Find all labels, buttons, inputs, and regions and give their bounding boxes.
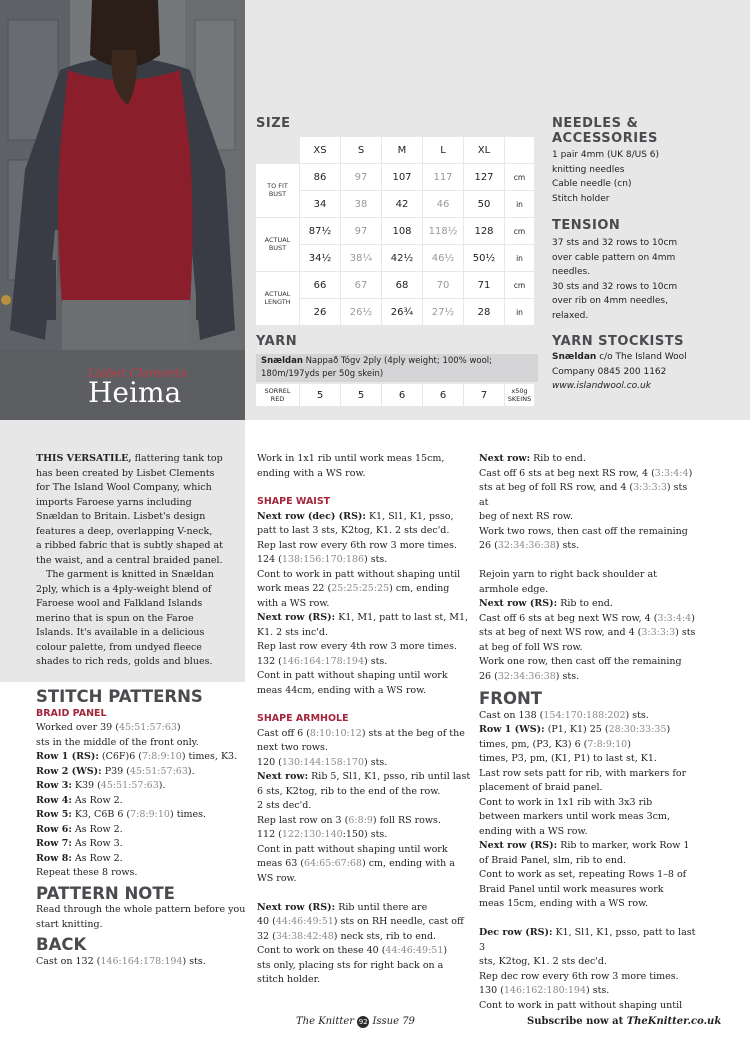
cell: 117 (423, 164, 464, 191)
text-line: 132 (146:164:178:194) sts. (257, 655, 388, 667)
cell: 108 (382, 218, 423, 245)
text-line: Next row (RS): Rib to marker, work Row 1 (479, 840, 690, 851)
cell: 128 (464, 218, 505, 245)
text-line: Next row (RS): Rib to end. (479, 598, 613, 609)
magazine-name: The Knitter (296, 1016, 355, 1027)
text-line: 32 (34:38:42:48) neck sts, rib to end. (257, 930, 437, 942)
size-header-row (256, 137, 535, 164)
column-3 (479, 452, 699, 1013)
text-line: ending with a WS row. (257, 467, 366, 479)
braid-row-8: Row 8: As Row 2. (36, 852, 123, 864)
text-line: Next row (RS): Rib until there are (257, 901, 428, 913)
front-heading: FRONT (479, 689, 543, 708)
cell: 50 (464, 191, 505, 218)
back-cast-on: Cast on 132 (146:164:178:194) sts. (36, 955, 206, 967)
cell: 27½ (423, 299, 464, 326)
text-line: armhole edge. (479, 583, 549, 595)
cell: 5 (341, 384, 382, 406)
cell: 97 (341, 164, 382, 191)
text-line: Last row sets patt for rib, with markers for (479, 767, 687, 779)
text-line: Cast off 6 (8:10:10:12) sts at the beg of the (257, 727, 465, 739)
braid-row-7: Row 7: As Row 3. (36, 838, 123, 849)
size-m: M (382, 137, 423, 164)
text-line: meas 44cm, ending with a WS row. (257, 684, 427, 696)
cell: 28 (464, 299, 505, 326)
yarn-description (256, 354, 538, 382)
yarn-details: Nappað Tógv 2ply (4ply weight; 100% wool; 180m/197yds per 50g skein) (261, 356, 493, 379)
pattern-note-text: Read through the whole pattern before you (36, 904, 246, 915)
footer-subscribe (527, 1016, 721, 1027)
text-line: Cont in patt without shaping until work (257, 670, 448, 681)
cell: 38¼ (341, 245, 382, 272)
subscribe-text: Subscribe now at (527, 1016, 627, 1027)
stockists-text (552, 350, 742, 394)
yarn-quantity-row (256, 384, 535, 406)
pattern-note-text: start knitting. (36, 918, 103, 930)
text-line: times, pm, (P3, K3) 6 (7:8:9:10) (479, 738, 631, 750)
text-line: Work two rows, then cast off the remaining (479, 525, 688, 537)
text-line: sts only, placing sts for right back on a (257, 959, 444, 971)
cell: 50½ (464, 245, 505, 272)
text-line: Dec row (RS): K1, Sl1, K1, psso, patt to last 3 (479, 927, 696, 953)
braid-row-5: Row 5: K3, C6B 6 (7:8:9:10) times. (36, 809, 207, 820)
braid-row-4: Row 4: As Row 2. (36, 794, 123, 806)
cell: 68 (382, 272, 423, 299)
text-line: Next row: Rib to end. (479, 453, 586, 464)
text-line: stitch holder. (257, 974, 321, 985)
intro-line: features a deep, overlapping V-neck, (36, 525, 213, 537)
text-line: between markers until work meas 3cm, (479, 811, 670, 822)
braid-row-1: Row 1 (RS): (C6F)6 (7:8:9:10) times, K3. (36, 751, 238, 762)
needles-list (552, 148, 742, 206)
size-l: L (423, 137, 464, 164)
size-xl: XL (464, 137, 505, 164)
text-line: Cont to work on these 40 (44:46:49:51) (257, 945, 448, 956)
page-number: 92 (358, 1018, 368, 1026)
text-line: Next row (dec) (RS): K1, Sl1, K1, psso, (257, 510, 454, 522)
text-line: 124 (138:156:170:186) sts. (257, 554, 388, 565)
unit-cell: cm (505, 218, 535, 245)
cell: 86 (300, 164, 341, 191)
text-line: Next row: Rib 5, Sl1, K1, psso, rib until last (257, 771, 471, 782)
cell: 42 (382, 191, 423, 218)
text-line: 112 (122:130:140:150) sts. (257, 829, 388, 840)
text-line: Cast off 6 sts at beg next RS row, 4 (3:3:4:4) (479, 467, 693, 479)
tension-line: over rib on 4mm needles, (552, 296, 668, 306)
text-line: Row 1 (WS): (P1, K1) 25 (28:30:33:35) (479, 724, 671, 735)
stockists-website[interactable]: www.islandwool.co.uk (552, 381, 651, 391)
text-line: Cont in patt without shaping until work (257, 843, 448, 855)
text-line: beg of next RS row. (479, 511, 573, 522)
text-line: WS row. (257, 872, 297, 884)
intro-line: has been created by Lisbet Clements (36, 467, 215, 479)
unit-cell: in (505, 191, 535, 218)
cell: 5 (300, 384, 341, 406)
actual-length-cm-row (256, 272, 535, 299)
needles-line: 1 pair 4mm (UK 8/US 6) (552, 150, 660, 160)
cell: 26¾ (382, 299, 423, 326)
size-s: S (341, 137, 382, 164)
text-line: 26 (32:34:36:38) sts. (479, 540, 580, 551)
text-line: Cont to work in patt without shaping until (257, 568, 461, 580)
yarn-quantity-table (256, 384, 535, 406)
cell: 97 (341, 218, 382, 245)
cell: 87½ (300, 218, 341, 245)
tension-line: 37 sts and 32 rows to 10cm (552, 238, 678, 248)
text-line: times, P3, pm, (K1, P1) to last st, K1. (479, 753, 657, 764)
text-line: 130 (146:162:180:194) sts. (479, 985, 610, 996)
braid-worked-2: sts in the middle of the front only. (36, 736, 199, 748)
column-1 (36, 687, 246, 969)
text-line: Rejoin yarn to right back shoulder at (479, 569, 657, 580)
tension-line: needles. (552, 267, 591, 277)
size-table (256, 137, 535, 326)
cell: 42½ (382, 245, 423, 272)
tension-line: 30 sts and 32 rows to 10cm (552, 281, 678, 292)
needles-line: Cable needle (cn) (552, 179, 632, 189)
intro-line: THIS VERSATILE, flattering tank top (36, 453, 223, 464)
stockists-heading: YARN STOCKISTS (552, 334, 684, 349)
back-heading: BACK (36, 935, 87, 954)
cell: 6 (423, 384, 464, 406)
text-line: sts at beg of next WS row, and 4 (3:3:3:3) sts (479, 627, 696, 638)
intro-line: Islands. It's available in a delicious (36, 627, 205, 638)
cell: 46 (423, 191, 464, 218)
text-line: next two rows. (257, 742, 328, 753)
model-photo (0, 0, 245, 350)
unit-label: x50g SKEINS (505, 384, 535, 406)
text-line: Work one row, then cast off the remaining (479, 656, 682, 667)
text-line: Cont to work in patt without shaping until (479, 999, 683, 1011)
stockists-line: Snældan c/o The Island Wool (552, 352, 687, 362)
size-heading: SIZE (256, 116, 291, 131)
intro-line: shades to rich reds, golds and blues. (36, 656, 213, 667)
cell: 26 (300, 299, 341, 326)
text-line: Cast on 138 (154:170:188:202) sts. (479, 709, 649, 721)
pattern-title: Heima (88, 376, 182, 409)
intro-line: the waist, and a central braided panel. (36, 554, 223, 566)
unit-cell: in (505, 299, 535, 326)
text-line: Rep last row every 6th row 3 more times. (257, 539, 458, 551)
cell: 34½ (300, 245, 341, 272)
intro-line: a ribbed fabric that is subtly shaped at (36, 540, 223, 551)
text-line: Cont to work as set, repeating Rows 1–8 of (479, 869, 687, 880)
tension-heading: TENSION (552, 218, 621, 233)
cell: 34 (300, 191, 341, 218)
unit-cell: cm (505, 272, 535, 299)
text-line: at beg of foll WS row. (479, 641, 583, 653)
model-photo-illustration (0, 0, 245, 350)
text-line: Cont to work in 1x1 rib with 3x3 rib (479, 796, 653, 808)
braid-repeat: Repeat these 8 rows. (36, 867, 138, 878)
intro-line: colour palette, from undyed fleece (36, 641, 202, 653)
intro-line: Snældan to Britain. Lisbet's design (36, 511, 206, 522)
intro-line: The garment is knitted in Snældan (46, 569, 214, 580)
text-line: placement of braid panel. (479, 782, 603, 793)
braid-row-3: Row 3: K39 (45:51:57:63). (36, 780, 166, 791)
text-line: meas 63 (64:65:67:68) cm, ending with a (257, 858, 455, 869)
cell: 70 (423, 272, 464, 299)
text-line: Rep dec row every 6th row 3 more times. (479, 970, 679, 982)
cell: 66 (300, 272, 341, 299)
fit-bust-label: TO FIT BUST (256, 164, 300, 218)
braid-row-6: Row 6: As Row 2. (36, 823, 123, 835)
needles-line: Stitch holder (552, 193, 610, 204)
text-line: Braid Panel until work measures work (479, 883, 664, 895)
actual-bust-cm-row (256, 218, 535, 245)
cell: 26½ (341, 299, 382, 326)
cell: 6 (382, 384, 423, 406)
column-2 (257, 452, 472, 988)
text-line: 120 (130:144:158:170) sts. (257, 756, 388, 768)
text-line: 6 sts, K2tog, rib to the end of the row. (257, 785, 441, 797)
cell: 7 (464, 384, 505, 406)
issue-number: Issue 79 (372, 1016, 415, 1027)
yarn-heading: YARN (256, 334, 298, 349)
tension-line: relaxed. (552, 310, 589, 321)
cell: 67 (341, 272, 382, 299)
text-line: ending with a WS row. (479, 825, 588, 837)
unit-cell: in (505, 245, 535, 272)
text-line: 40 (44:46:49:51) sts on RH needle, cast off (257, 916, 464, 927)
cell: 127 (464, 164, 505, 191)
text-line: Rep last row on 3 (6:8:9) foll RS rows. (257, 814, 441, 826)
shape-waist-heading: SHAPE WAIST (257, 496, 331, 507)
intro-line: merino that is spun on the Faroe (36, 612, 194, 624)
text-line: work meas 22 (25:25:25:25) cm, ending (257, 583, 450, 594)
text-line: 26 (32:34:36:38) sts. (479, 670, 580, 682)
cell: 107 (382, 164, 423, 191)
text-line: Next row (RS): K1, M1, patt to last st, M1, (257, 612, 469, 623)
braid-panel-heading: BRAID PANEL (36, 707, 107, 719)
cell: 71 (464, 272, 505, 299)
braid-worked: Worked over 39 (45:51:57:63) (36, 722, 181, 733)
text-line: Work in 1x1 rib until work meas 15cm, (257, 453, 445, 464)
text-line: sts, K2tog, K1. 2 sts dec'd. (479, 956, 607, 967)
text-line: patt to last 3 sts, K2tog, K1. 2 sts dec'd. (257, 525, 450, 536)
text-line: Rep last row every 4th row 3 more times. (257, 641, 458, 652)
cell: 46½ (423, 245, 464, 272)
text-line: K1. 2 sts inc'd. (257, 626, 329, 638)
intro-text (36, 452, 241, 670)
needles-line: knitting needles (552, 164, 625, 175)
stitch-patterns-heading: STITCH PATTERNS (36, 687, 203, 706)
unit-cell: cm (505, 164, 535, 191)
fit-bust-cm-row (256, 164, 535, 191)
cell: 38 (341, 191, 382, 218)
text-line: Cast off 6 sts at beg next WS row, 4 (3:3:4:4) (479, 612, 695, 624)
pattern-note-heading: PATTERN NOTE (36, 883, 175, 903)
needles-heading: NEEDLES & ACCESSORIES (552, 116, 658, 146)
intro-line: for The Island Wool Company, which (36, 482, 212, 493)
shade-label: SORREL RED (256, 384, 300, 406)
size-xs: XS (300, 137, 341, 164)
yarn-brand: Snældan (261, 356, 303, 366)
intro-line: imports Faroese yarns including (36, 496, 192, 508)
cell: 118½ (423, 218, 464, 245)
actual-length-label: ACTUAL LENGTH (256, 272, 300, 326)
intro-line: 2ply, which is a 4ply-weight blend of (36, 583, 212, 595)
tension-line: over cable pattern on 4mm (552, 252, 676, 263)
text-line: 2 sts dec'd. (257, 800, 312, 811)
intro-line: Faroese wool and Falkland Islands (36, 598, 203, 609)
text-line: sts at beg of foll RS row, and 4 (3:3:3:3) sts at (479, 482, 688, 508)
actual-bust-label: ACTUAL BUST (256, 218, 300, 272)
stockists-phone: Company 0845 200 1162 (552, 366, 667, 377)
text-line: meas 15cm, ending with a WS row. (479, 898, 649, 909)
footer-magazine (296, 1016, 415, 1028)
subscribe-link[interactable]: TheKnitter.co.uk (626, 1016, 722, 1027)
text-line: of Braid Panel, slm, rib to end. (479, 854, 627, 866)
braid-row-2: Row 2 (WS): P39 (45:51:57:63). (36, 765, 195, 777)
shape-armhole-heading: SHAPE ARMHOLE (257, 713, 349, 724)
designer-name: Lisbet Clements (88, 366, 187, 380)
text-line: with a WS row. (257, 597, 330, 609)
tension-text (552, 236, 742, 323)
